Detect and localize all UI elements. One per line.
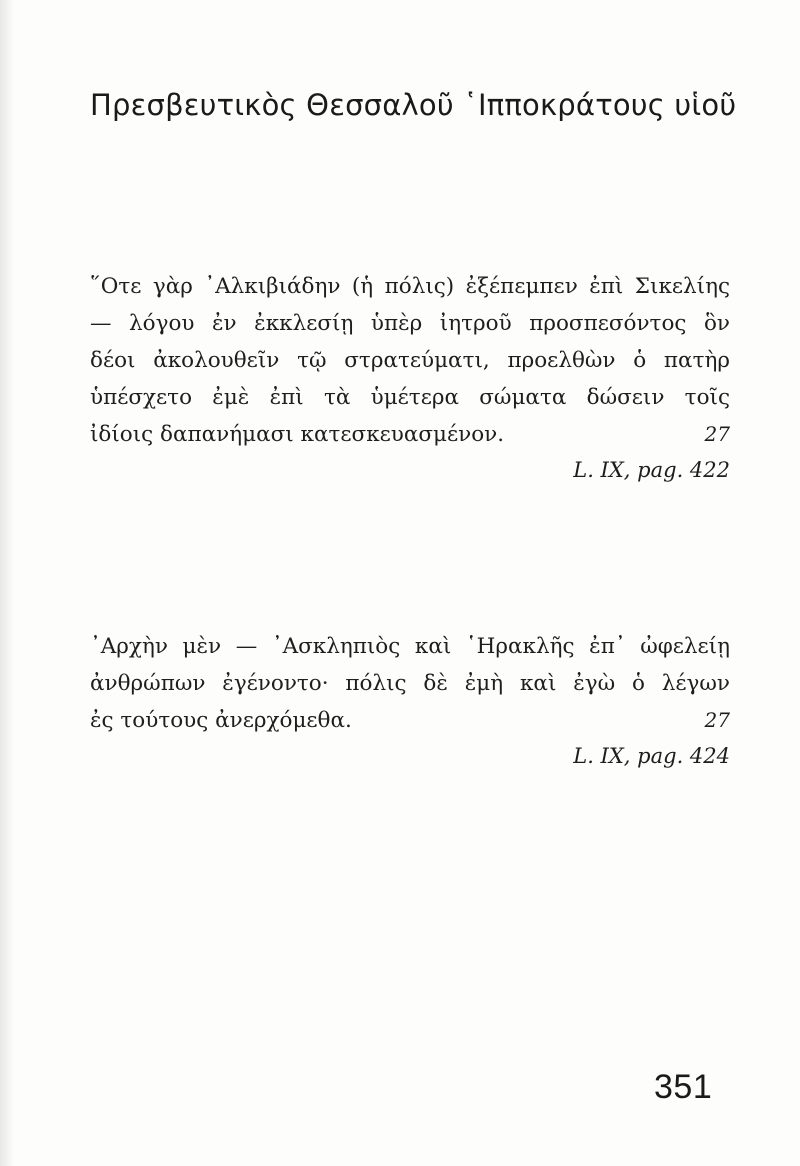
passage-last-line xyxy=(90,416,730,453)
passage-line: — λόγου ἐν ἐκκλεσίῃ ὑπὲρ ἰητροῦ προσπεσόντος ὃν xyxy=(90,311,730,336)
passage-line-text: ἐς τούτους ἀνερχόμεθα. xyxy=(90,708,352,733)
passage-number: 27 xyxy=(704,708,730,732)
passage-line: ᾿Αρχὴν μὲν — ᾿Ασκληπιὸς καὶ ῾Ηρακλῆς ἐπ᾿ ὠφελείῃ xyxy=(90,634,730,659)
passage-citation: L. IX, pag. 424 xyxy=(573,744,730,768)
passage-2 xyxy=(90,628,730,773)
passage-line: ἀνθρώπων ἐγένοντο· πόλις δὲ ἐμὴ καὶ ἐγὼ ὁ λέγων xyxy=(90,671,730,696)
page-number: 351 xyxy=(654,1068,713,1106)
page-edge-shadow xyxy=(0,0,14,1166)
passage-citation: L. IX, pag. 422 xyxy=(573,458,730,482)
page-title: Πρεσβευτικὸς Θεσσαλοῦ ῾Ιπποκράτους υἱοῦ xyxy=(90,88,737,122)
passage-line-text: ἰδίοις δαπανήμασι κατεσκευασμένον. xyxy=(90,422,505,447)
passage-last-line xyxy=(90,702,730,739)
passage-line: ῞Οτε γὰρ ᾿Αλκιβιάδην (ἡ πόλις) ἐξέπεμπεν ἐπὶ Σικελίης xyxy=(90,274,730,299)
passage-line: δέοι ἀκολουθεῖν τῷ στρατεύματι, προελθὼν ὁ πατὴρ xyxy=(90,348,730,373)
passage-line: ὑπέσχετο ἐμὲ ἐπὶ τὰ ὑμέτερα σώματα δώσειν τοῖς xyxy=(90,385,730,410)
passage-1 xyxy=(90,268,730,487)
passage-number: 27 xyxy=(704,422,730,446)
